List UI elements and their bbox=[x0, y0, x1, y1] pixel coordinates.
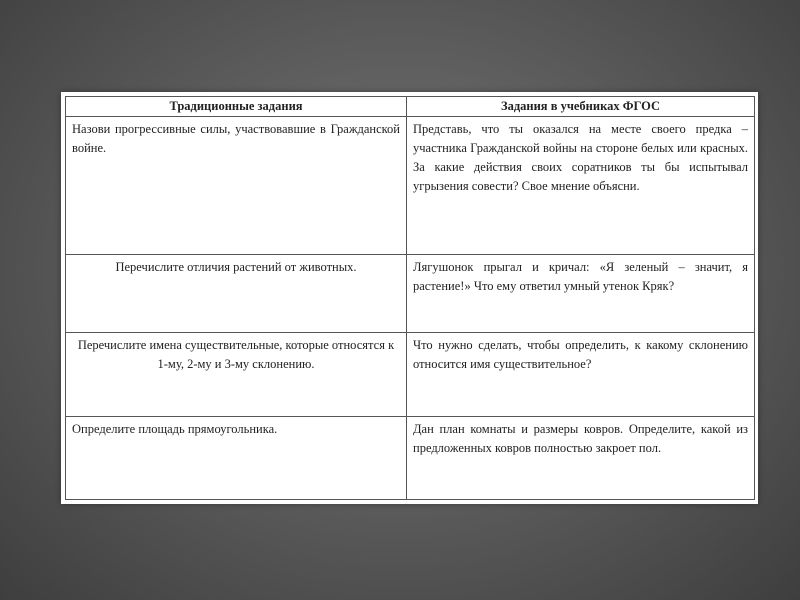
table-row bbox=[66, 417, 755, 500]
header-fgos: Задания в учебниках ФГОС bbox=[407, 97, 755, 117]
header-traditional: Традиционные задания bbox=[66, 97, 407, 117]
table-row bbox=[66, 333, 755, 417]
table-row bbox=[66, 255, 755, 333]
fgos-task-cell: Представь, что ты оказался на месте своего предка – участника Гражданской войны на стороне белых или красных. За какие действия своих соратников ты бы испытывал угрызения совести? Свое мнение объясни. bbox=[407, 117, 755, 255]
traditional-task-cell: Определите площадь прямоугольника. bbox=[66, 417, 407, 500]
table-row bbox=[66, 117, 755, 255]
traditional-task-cell: Перечислите отличия растений от животных. bbox=[66, 255, 407, 333]
fgos-task-cell: Что нужно сделать, чтобы определить, к какому склонению относится имя существительное? bbox=[407, 333, 755, 417]
fgos-task-cell: Дан план комнаты и размеры ковров. Определите, какой из предложенных ковров полностью закроет пол. bbox=[407, 417, 755, 500]
fgos-task-cell: Лягушонок прыгал и кричал: «Я зеленый – значит, я растение!» Что ему ответил умный утенок Кряк? bbox=[407, 255, 755, 333]
table-header-row bbox=[66, 97, 755, 117]
traditional-task-cell: Назови прогрессивные силы, участвовавшие в Гражданской войне. bbox=[66, 117, 407, 255]
traditional-task-cell: Перечислите имена существительные, которые относятся к 1-му, 2-му и 3-му склонению. bbox=[66, 333, 407, 417]
comparison-table-frame bbox=[61, 92, 758, 504]
comparison-table bbox=[65, 96, 755, 500]
